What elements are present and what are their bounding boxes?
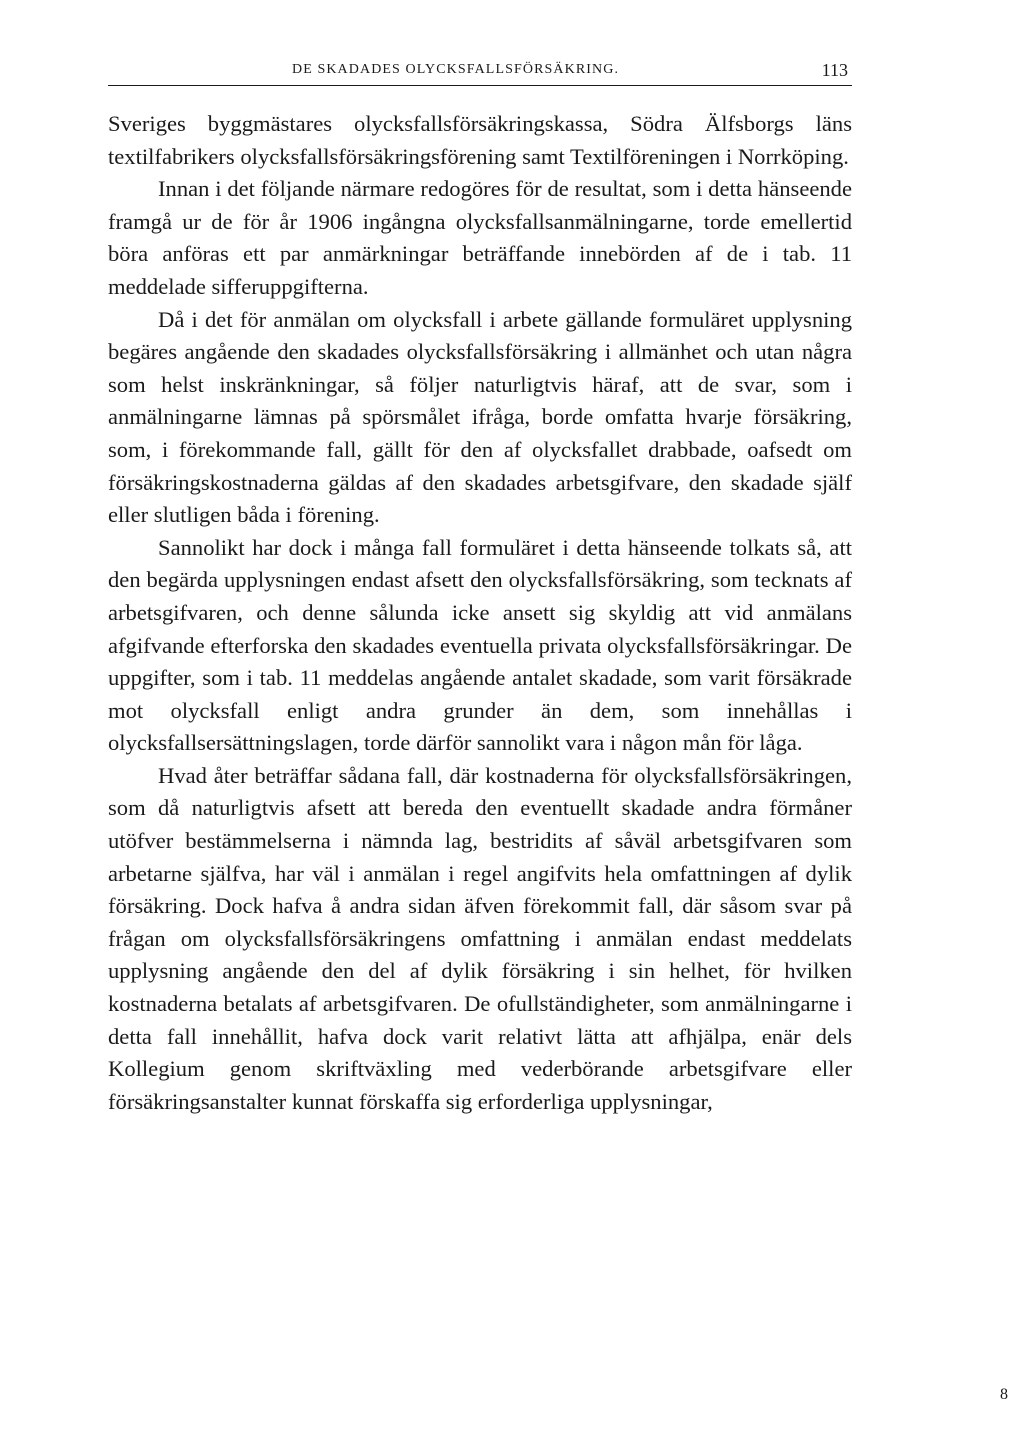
paragraph-continued: Sveriges byggmästares olycksfallsförsäkringskassa, Södra Älfsborgs läns textilfabrikers olycksfallsförsäkringsförening samt Textilföreningen i Norrköping. [108,111,852,169]
paragraph: Sannolikt har dock i många fall formuläret i detta hänseende tolkats så, att den begärda upplysningen endast afsett den olycksfallsförsäkring, som tecknats af arbetsgifvaren, och denne sålunda icke ansett sig skyldig att vid anmälans afgifvande efterforska den skadades eventuella privata olycksfallsförsäkringar. De uppgifter, som i tab. 11 meddelas angående antalet skadade, som varit försäkrade mot olycksfall enligt andra grunder än dem, som innehållas i olycksfallsersättningslagen, torde därför sannolikt vara i någon mån för låga. [108,534,852,756]
paragraph: Innan i det följande närmare redogöres för de resultat, som i detta hänseende framgå ur de för år 1906 ingångna olycksfallsanmälningarne, torde emellertid böra anföras ett par anmärkningar beträffande innebörden af de i tab. 11 meddelade sifferuppgifterna. [108,176,852,299]
running-head [108,58,852,84]
page-number: 113 [821,60,848,80]
document-page [108,58,852,1114]
signature-mark: 8 [1000,1386,1008,1403]
running-title: DE SKADADES OLYCKSFALLSFÖRSÄKRING. [292,62,620,77]
paragraph: Hvad åter beträffar sådana fall, där kostnaderna för olycksfallsförsäkringen, som då naturligtvis afsett att bereda den eventuellt skadade andra förmåner utöfver bestämmelserna i nämnda lag, bestridits af såväl arbetsgifvaren som arbetarne själfva, har väl i anmälan i regel angifvits hela omfattningen af dylik försäkring. Dock hafva å andra sidan äfven förekommit fall, där såsom svar på frågan om olycksfallsförsäkringens omfattning i anmälan endast meddelats upplysning angående den del af dylik försäkring i sin helhet, för hvilken kostnaderna betalats af arbetsgifvaren. De ofullständigheter, som anmälningarne i detta fall innehållit, hafva dock varit relativt lätta att afhjälpa, enär dels Kollegium genom skriftväxling med vederbörande arbetsgifvare eller försäkringsanstalter kunnat förskaffa sig erforderliga upplysningar, [108,762,852,1114]
header-rule [108,85,852,86]
paragraph: Då i det för anmälan om olycksfall i arbete gällande formuläret upplysning begäres angående den skadades olycksfallsförsäkring i allmänhet och utan några som helst inskränkningar, så följer naturligtvis häraf, att de svar, som i anmälningarne lämnas på spörsmålet ifråga, borde omfatta hvarje försäkring, som, i förekommande fall, gällt för den af olycksfallet drabbade, oafsedt om försäkringskostnaderna gäldas af den skadades arbetsgifvare, den skadade själf eller slutligen båda i förening. [108,306,852,528]
body-text [108,108,852,1118]
